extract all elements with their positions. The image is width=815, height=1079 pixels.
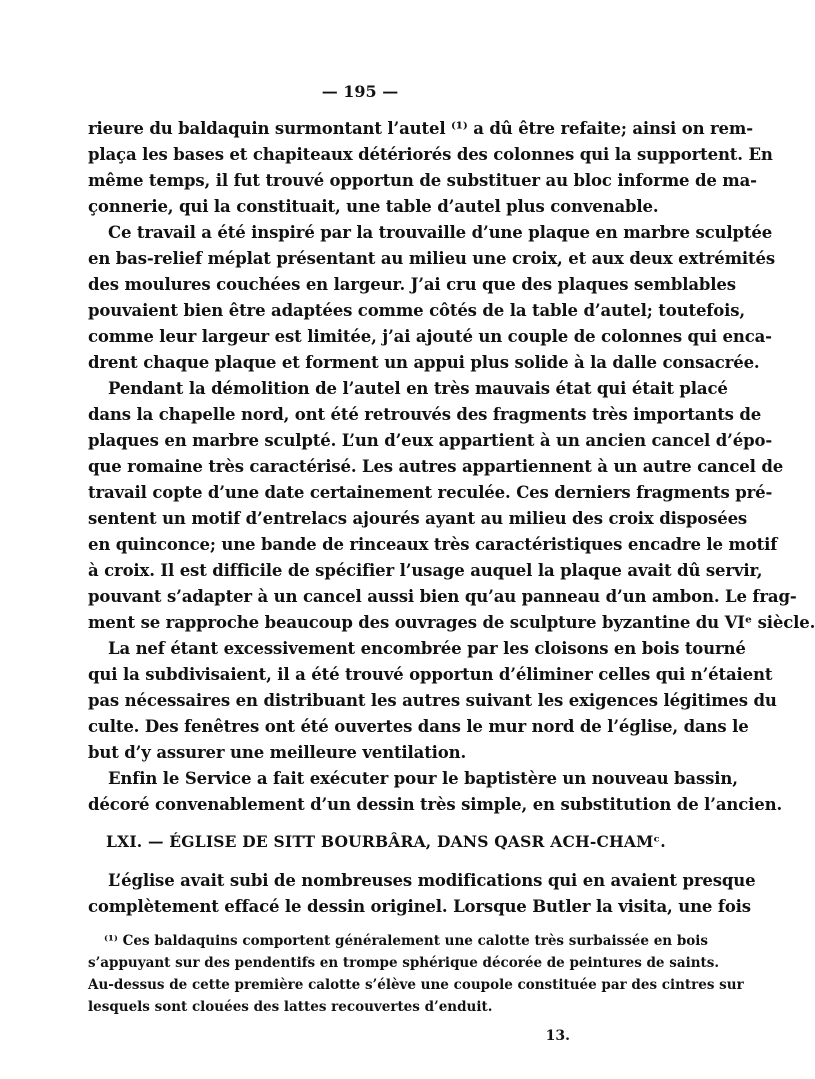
body-line: même temps, il fut trouvé opportun de substituer au bloc informe de ma- [88, 171, 757, 190]
page-number: — 195 — [321, 82, 399, 101]
body-line: çonnerie, qui la constituait, une table d’autel plus convenable. [88, 197, 659, 216]
body-line: à croix. Il est difficile de spécifier l’usage auquel la plaque avait dû servir, [88, 561, 763, 580]
body-line: drent chaque plaque et forment un appui plus solide à la dalle consacrée. [88, 353, 760, 372]
body-line: plaça les bases et chapiteaux détériorés des colonnes qui la supportent. En [88, 145, 773, 164]
body-line: La nef étant excessivement encombrée par les cloisons en bois tourné [108, 639, 746, 658]
body-line: sentent un motif d’entrelacs ajourés ayant au milieu des croix disposées [88, 509, 748, 528]
body-line: comme leur largeur est limitée, j’ai ajouté un couple de colonnes qui enca- [88, 327, 772, 346]
footnote-line: Au-dessus de cette première calotte s’élève une coupole constituée par des cintres sur [88, 977, 744, 993]
body-line: but d’y assurer une meilleure ventilation. [88, 743, 467, 762]
signature-mark: 13. [545, 1028, 570, 1044]
body-line: L’église avait subi de nombreuses modifications qui en avaient presque [108, 871, 756, 890]
body-line: Enfin le Service a fait exécuter pour le baptistère un nouveau bassin, [108, 769, 738, 788]
footnote-line: lesquels sont clouées des lattes recouvertes d’enduit. [88, 999, 493, 1015]
body-line: travail copte d’une date certainement reculée. Ces derniers fragments pré- [88, 483, 773, 502]
body-line: plaques en marbre sculpté. L’un d’eux appartient à un ancien cancel d’épo- [88, 431, 773, 450]
section-heading: LXI. — ÉGLISE DE SITT BOURBÂRA, DANS QASR ACH-CHAMᶜ. [106, 832, 666, 851]
body-line: qui la subdivisaient, il a été trouvé opportun d’éliminer celles qui n’étaient [88, 665, 773, 684]
body-line: Pendant la démolition de l’autel en très mauvais état qui était placé [108, 379, 728, 398]
body-line: rieure du baldaquin surmontant l’autel ⁽¹⁾ a dû être refaite; ainsi on rem- [88, 119, 753, 138]
body-line: complètement effacé le dessin originel. Lorsque Butler la visita, une fois [88, 897, 751, 916]
body-line: pouvant s’adapter à un cancel aussi bien qu’au panneau d’un ambon. Le frag- [88, 587, 797, 606]
body-line: en bas-relief méplat présentant au milieu une croix, et aux deux extrémités [88, 249, 775, 268]
footnote-line: s’appuyant sur des pendentifs en trompe sphérique décorée de peintures de saints. [88, 955, 720, 971]
body-line: culte. Des fenêtres ont été ouvertes dans le mur nord de l’église, dans le [88, 717, 749, 736]
body-line: dans la chapelle nord, ont été retrouvés des fragments très importants de [88, 405, 762, 424]
body-line: en quinconce; une bande de rinceaux très caractéristiques encadre le motif [88, 535, 778, 554]
body-line: que romaine très caractérisé. Les autres appartiennent à un autre cancel de [88, 457, 784, 476]
body-line: décoré convenablement d’un dessin très simple, en substitution de l’ancien. [88, 795, 783, 814]
body-line: ment se rapproche beaucoup des ouvrages de sculpture byzantine du VIᵉ siècle. [88, 613, 815, 632]
body-line: pouvaient bien être adaptées comme côtés de la table d’autel; toutefois, [88, 301, 745, 320]
body-line: des moulures couchées en largeur. J’ai cru que des plaques semblables [88, 275, 736, 294]
body-line: pas nécessaires en distribuant les autres suivant les exigences légitimes du [88, 691, 777, 710]
footnote-line: ⁽¹⁾ Ces baldaquins comportent généralement une calotte très surbaissée en bois [104, 933, 708, 949]
body-line: Ce travail a été inspiré par la trouvaille d’une plaque en marbre sculptée [108, 223, 773, 242]
